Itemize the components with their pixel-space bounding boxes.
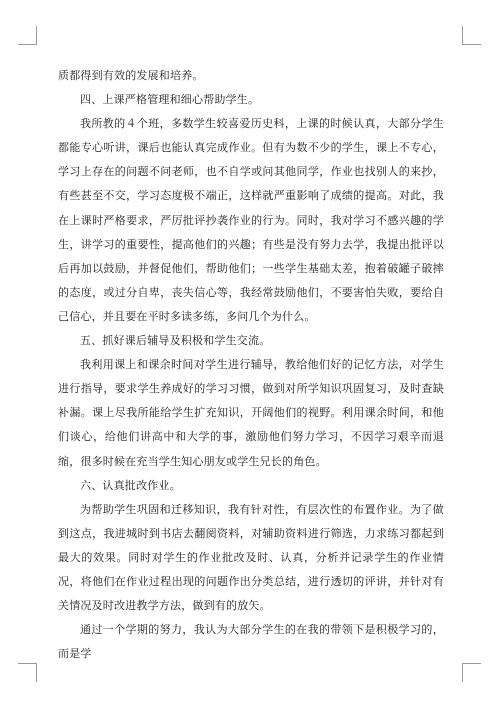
section-heading-6: 六、认真批改作业。: [80, 478, 181, 492]
crop-mark-bottom-left: [18, 663, 37, 682]
paragraph-section-4: 我所教的４个班，多数学生较喜爱历史科，上课的时候认真，大部分学生都能专心听讲，课后也能认真完成作业。但有为数不少的学生，课上不专心，学习上存在的问题不问老师，也不自学或问其他同学，作业也找别人的来抄，有些甚至不交，学习态度极不端正，这样就严重影响了成绩的提高。对此，我在上课时严格要求，严厉批评抄袭作业的行为。同时，我对学习不感兴趣的学生，讲学习的重要性，提高他们的兴趣；有些是没有努力去学，我提出批评以后再加以鼓励，并督促他们，帮助他们；一些学生基础太差，抱着破罐子破摔的态度，或过分自卑，丧失信心等，我经常鼓励他们，不要害怕失败，要给自己信心，并且要在平时多读多练，多问几个为什么。: [58, 117, 444, 323]
section-heading-5: 五、抓好课后辅导及积极和学生交流。: [80, 334, 271, 348]
crop-mark-top-left: [18, 26, 37, 45]
paragraph-section-6: 为帮助学生巩固和迁移知识，我有针对性，有层次性的布置作业。为了做到这点，我进城时到书店去翻阅资料，对辅助资料进行筛选，力求练习都起到最大的效果。同时对学生的作业批改及时、认真，分析并记录学生的作业情况，将他们在作业过程出现的问题作出分类总结，进行透切的评讲，并针对有关情况及时改进教学方法，做到有的放矢。: [58, 502, 444, 613]
section-heading-4: 四、上课严格管理和细心帮助学生。: [80, 93, 260, 107]
paragraph-section-5: 我利用课上和课余时间对学生进行辅导，教给他们好的记忆方法，对学生进行指导，要求学生养成好的学习习惯，做到对所学知识巩固复习，及时查缺补漏。课上尽我所能给学生扩充知识，开阔他们的视野。利用课余时间，和他们谈心，给他们讲高中和大学的事，激励他们努力学习，不因学习艰辛而退缩，很多时候在充当学生知心朋友或学生兄长的角色。: [58, 358, 444, 468]
paragraph-conclusion: 通过一个学期的努力，我认为大部分学生的在我的带领下是积极学习的，而是学: [58, 623, 444, 661]
crop-mark-top-right: [462, 26, 481, 45]
paragraph-continuation: 质都得到有效的发展和培养。: [58, 69, 204, 82]
crop-mark-bottom-right: [462, 663, 481, 682]
document-body: [58, 64, 444, 666]
